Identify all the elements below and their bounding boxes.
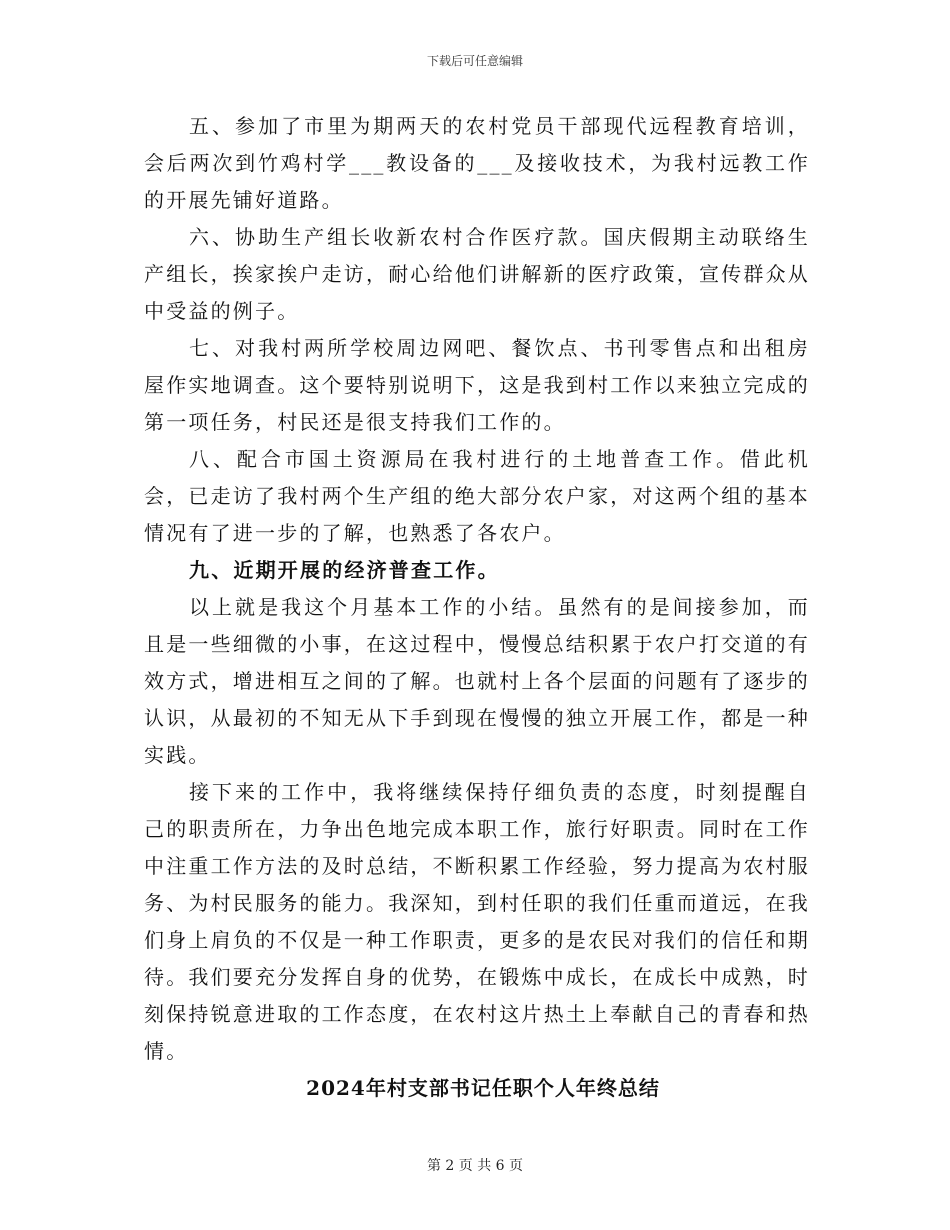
paragraph-item-9-heading: 九、近期开展的经济普查工作。 bbox=[189, 558, 500, 582]
page-header: 下载后可任意编辑 bbox=[426, 54, 523, 68]
paragraph-outlook: 接下来的工作中，我将继续保持仔细负责的态度，时刻提醒自己的职责所在，力争出色地完成本职工作，旅行好职责。同时在工作中注重工作方法的及时总结，不断积累工作经验，努力提高为农村服务、为村民服务的能力。我深知，到村任职的我们任重而道远，在我们身上肩负的不仅是一种工作职责，更多的是农民对我们的信任和期待。我们要充分发挥自身的优势，在锻炼中成长，在成长中成熟，时刻保持锐意进取的工作态度，在农村这片热土上奉献自己的青春和热情。 bbox=[144, 780, 810, 1063]
paragraph-item-8: 八、配合市国土资源局在我村进行的土地普查工作。借此机会，已走访了我村两个生产组的绝大部分农户家，对这两个组的基本情况有了进一步的了解，也熟悉了各农户。 bbox=[144, 447, 810, 545]
paragraph-item-7: 七、对我村两所学校周边网吧、餐饮点、书刊零售点和出租房屋作实地调查。这个要特别说明下，这是我到村工作以来独立完成的第一项任务，村民还是很支持我们工作的。 bbox=[144, 336, 810, 434]
paragraph-item-6: 六、协助生产组长收新农村合作医疗款。国庆假期主动联络生产组长，挨家挨户走访，耐心给他们讲解新的医疗政策，宣传群众从中受益的例子。 bbox=[144, 225, 810, 323]
document-body bbox=[144, 108, 810, 1107]
paragraph-item-5: 五、参加了市里为期两天的农村党员干部现代远程教育培训，会后两次到竹鸡村学___教设备的___及接收技术，为我村远教工作的开展先铺好道路。 bbox=[144, 114, 810, 212]
page-number: 第 2 页 共 6 页 bbox=[426, 1158, 524, 1174]
paragraph-summary: 以上就是我这个月基本工作的小结。虽然有的是间接参加，而且是一些细微的小事，在这过程中，慢慢总结积累于农户打交道的有效方式，增进相互之间的了解。也就村上各个层面的问题有了逐步的认识，从最初的不知无从下手到现在慢慢的独立开展工作，都是一种实践。 bbox=[144, 595, 810, 767]
next-section-title: 2024年村支部书记任职个人年终总结 bbox=[306, 1076, 660, 1100]
